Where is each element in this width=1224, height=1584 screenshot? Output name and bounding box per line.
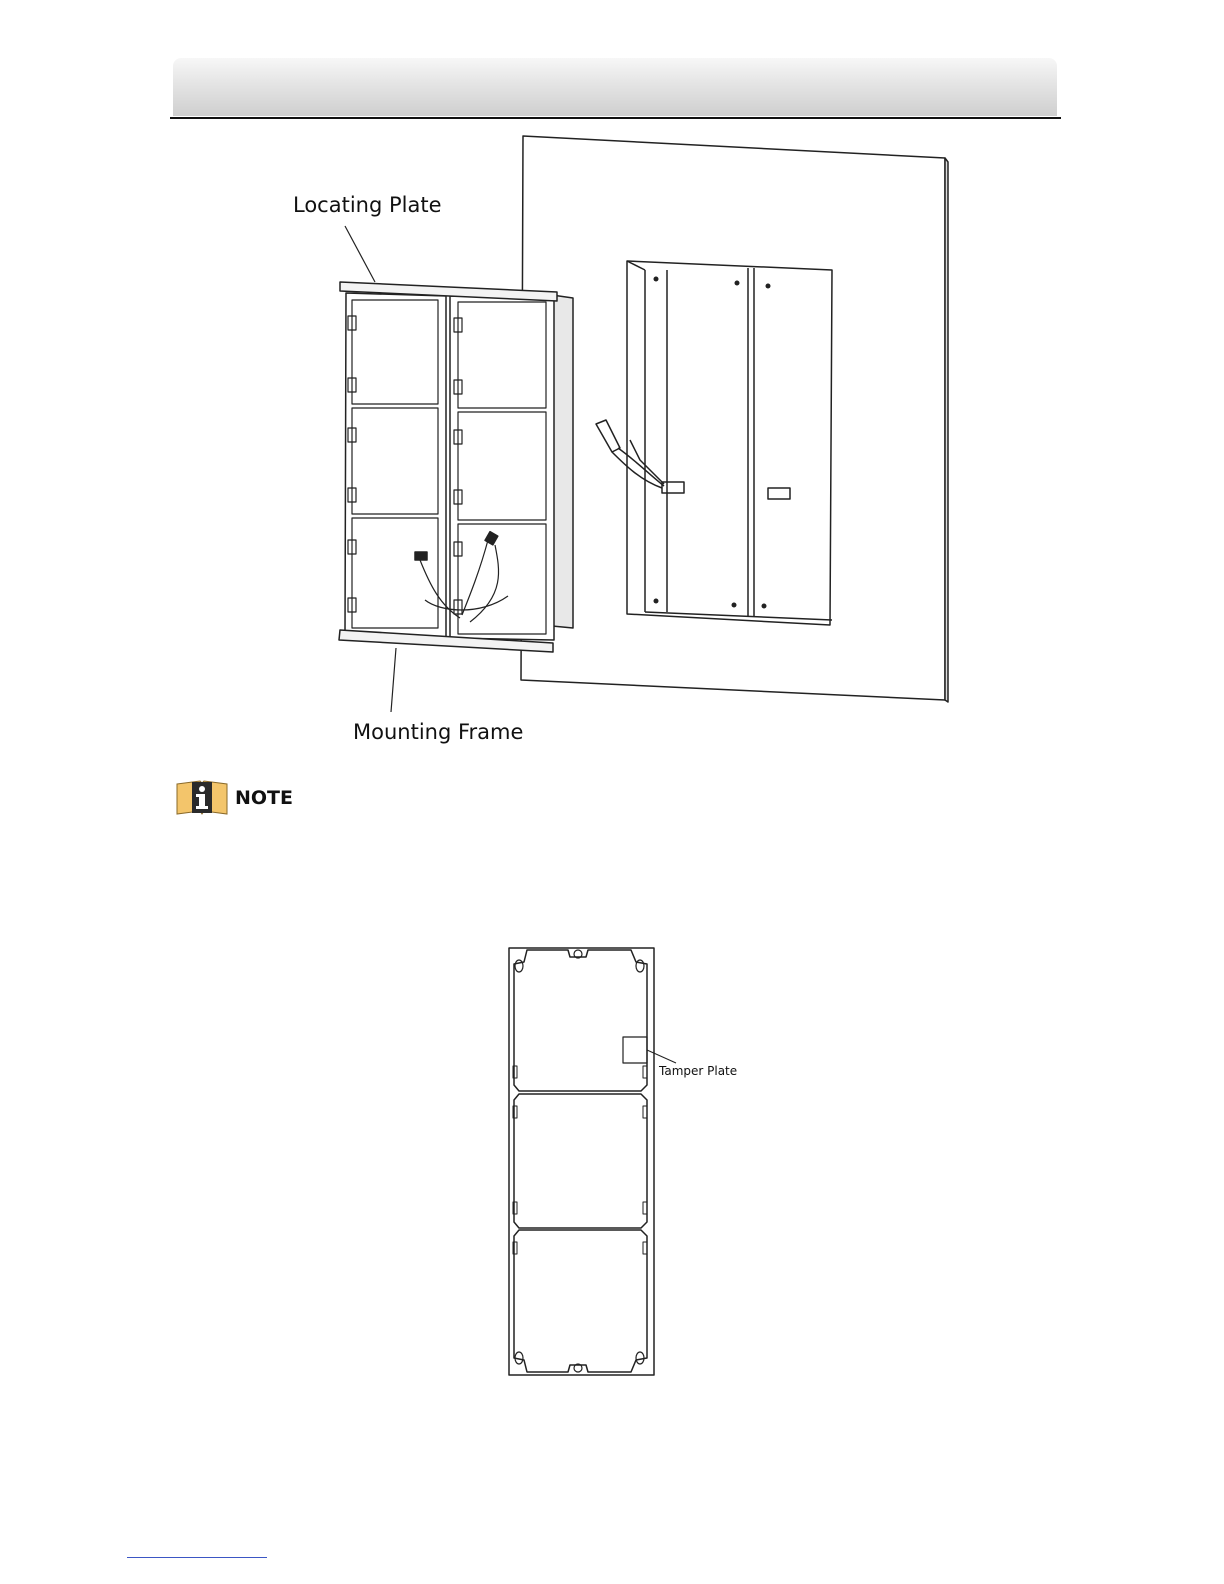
tamper-plate-leader (647, 1050, 676, 1063)
compartment-middle (514, 1094, 647, 1228)
frame-outline (509, 948, 654, 1375)
compartment-bottom (514, 1230, 647, 1372)
mounting-frame-label: Mounting Frame (353, 720, 524, 744)
compartment-top (514, 950, 647, 1091)
tamper-plate-label: Tamper Plate (659, 1064, 738, 1078)
footer-divider (127, 1557, 267, 1558)
locating-plate-label: Locating Plate (293, 193, 442, 217)
note-label: NOTE (235, 787, 293, 809)
tamper-plate (623, 1037, 647, 1063)
